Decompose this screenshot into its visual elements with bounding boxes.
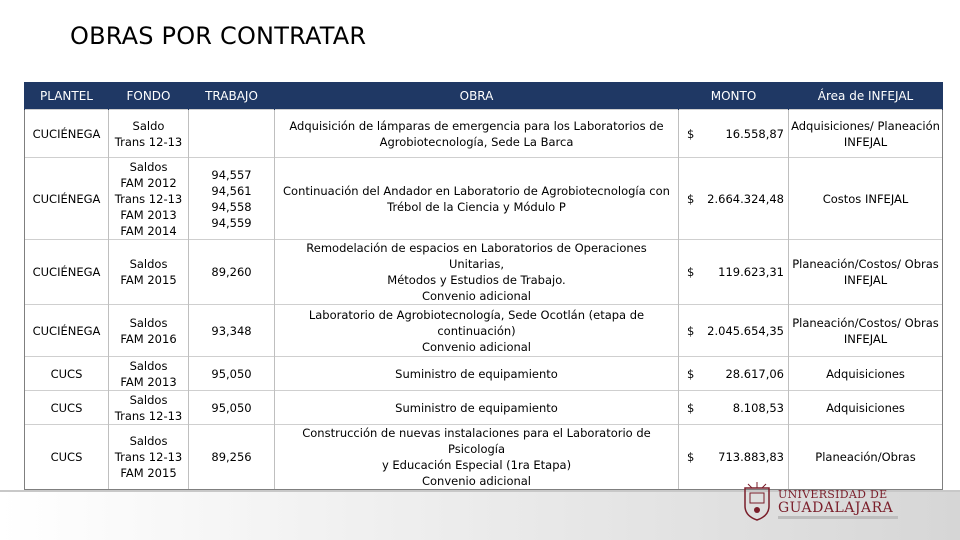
table-row — [25, 357, 943, 391]
cell-obra: Continuación del Andador en Laboratorio de Agrobiotecnología con Trébol de la Ciencia y Módulo P — [275, 158, 679, 240]
cell-trabajo: 89,260 — [189, 240, 275, 305]
header-fondo: FONDO — [109, 82, 189, 110]
cell-fondo: Saldos FAM 2013 — [109, 357, 189, 391]
cell-obra: Adquisición de lámparas de emergencia para los Laboratorios de Agrobiotecnología, Sede La Barca — [275, 110, 679, 158]
table-row — [25, 305, 943, 357]
cell-plantel: CUCIÉNEGA — [25, 158, 109, 240]
cell-plantel: CUCIÉNEGA — [25, 110, 109, 158]
cell-fondo: Saldos FAM 2012 Trans 12-13 FAM 2013 FAM 2014 — [109, 158, 189, 240]
cell-plantel: CUCS — [25, 357, 109, 391]
header-trabajo: TRABAJO — [189, 82, 275, 110]
cell-monto — [679, 425, 789, 490]
cell-fondo: Saldos Trans 12-13 FAM 2015 — [109, 425, 189, 490]
cell-trabajo: 95,050 — [189, 357, 275, 391]
cell-fondo: Saldo Trans 12-13 — [109, 110, 189, 158]
table-row — [25, 240, 943, 305]
cell-monto — [679, 357, 789, 391]
currency-symbol: $ — [687, 265, 695, 279]
cell-trabajo: 93,348 — [189, 305, 275, 357]
cell-obra: Suministro de equipamiento — [275, 357, 679, 391]
cell-fondo: Saldos Trans 12-13 — [109, 391, 189, 425]
cell-plantel: CUCIÉNEGA — [25, 240, 109, 305]
logo-line-1: UNIVERSIDAD DE — [778, 488, 888, 501]
currency-symbol: $ — [687, 450, 695, 464]
cell-monto — [679, 240, 789, 305]
cell-plantel: CUCIÉNEGA — [25, 305, 109, 357]
logo-line-2: GUADALAJARA — [778, 500, 894, 516]
header-area: Área de INFEJAL — [789, 82, 943, 110]
currency-symbol: $ — [687, 366, 695, 381]
table-row — [25, 158, 943, 240]
currency-symbol: $ — [687, 126, 695, 141]
monto-value: 2.045.654,35 — [707, 323, 784, 338]
cell-obra: Suministro de equipamiento — [275, 391, 679, 425]
monto-value: 2.664.324,48 — [707, 191, 784, 206]
monto-value: 28.617,06 — [725, 366, 784, 381]
cell-area: Costos INFEJAL — [789, 158, 943, 240]
obras-table — [24, 82, 943, 490]
cell-fondo: Saldos FAM 2016 — [109, 305, 189, 357]
currency-symbol: $ — [687, 191, 695, 206]
table-row — [25, 391, 943, 425]
cell-trabajo: 89,256 — [189, 425, 275, 490]
monto-value: 8.108,53 — [732, 400, 784, 415]
cell-area: Planeación/Costos/ Obras INFEJAL — [789, 305, 943, 357]
cell-area: Adquisiciones/ Planeación INFEJAL — [789, 110, 943, 158]
cell-obra: Remodelación de espacios en Laboratorios de Operaciones Unitarias, Métodos y Estudios de Trabajo. Convenio adicional — [275, 240, 679, 305]
currency-symbol: $ — [687, 323, 695, 338]
cell-area: Adquisiciones — [789, 357, 943, 391]
currency-symbol: $ — [687, 400, 695, 415]
university-logo — [742, 482, 942, 528]
cell-plantel: CUCS — [25, 425, 109, 490]
header-monto: MONTO — [679, 82, 789, 110]
cell-monto — [679, 110, 789, 158]
cell-fondo: Saldos FAM 2015 — [109, 240, 189, 305]
logo-subtitle-bar — [778, 516, 898, 519]
cell-monto — [679, 305, 789, 357]
cell-area: Planeación/Costos/ Obras INFEJAL — [789, 240, 943, 305]
page-title: OBRAS POR CONTRATAR — [70, 22, 367, 50]
cell-monto — [679, 391, 789, 425]
university-seal-icon — [742, 482, 772, 522]
cell-area: Adquisiciones — [789, 391, 943, 425]
cell-obra: Construcción de nuevas instalaciones para el Laboratorio de Psicología y Educación Especial (1ra Etapa) Convenio adicional — [275, 425, 679, 490]
cell-plantel: CUCS — [25, 391, 109, 425]
cell-trabajo — [189, 110, 275, 158]
header-obra: OBRA — [275, 82, 679, 110]
cell-obra: Laboratorio de Agrobiotecnología, Sede Ocotlán (etapa de continuación) Convenio adicional — [275, 305, 679, 357]
cell-monto — [679, 158, 789, 240]
cell-area: Planeación/Obras — [789, 425, 943, 490]
monto-value: 713.883,83 — [718, 450, 784, 464]
table-row — [25, 110, 943, 158]
monto-value: 119.623,31 — [718, 265, 784, 279]
table-header-row — [25, 82, 943, 110]
monto-value: 16.558,87 — [725, 126, 784, 141]
cell-trabajo: 94,557 94,561 94,558 94,559 — [189, 158, 275, 240]
table-row — [25, 425, 943, 490]
cell-trabajo: 95,050 — [189, 391, 275, 425]
header-plantel: PLANTEL — [25, 82, 109, 110]
